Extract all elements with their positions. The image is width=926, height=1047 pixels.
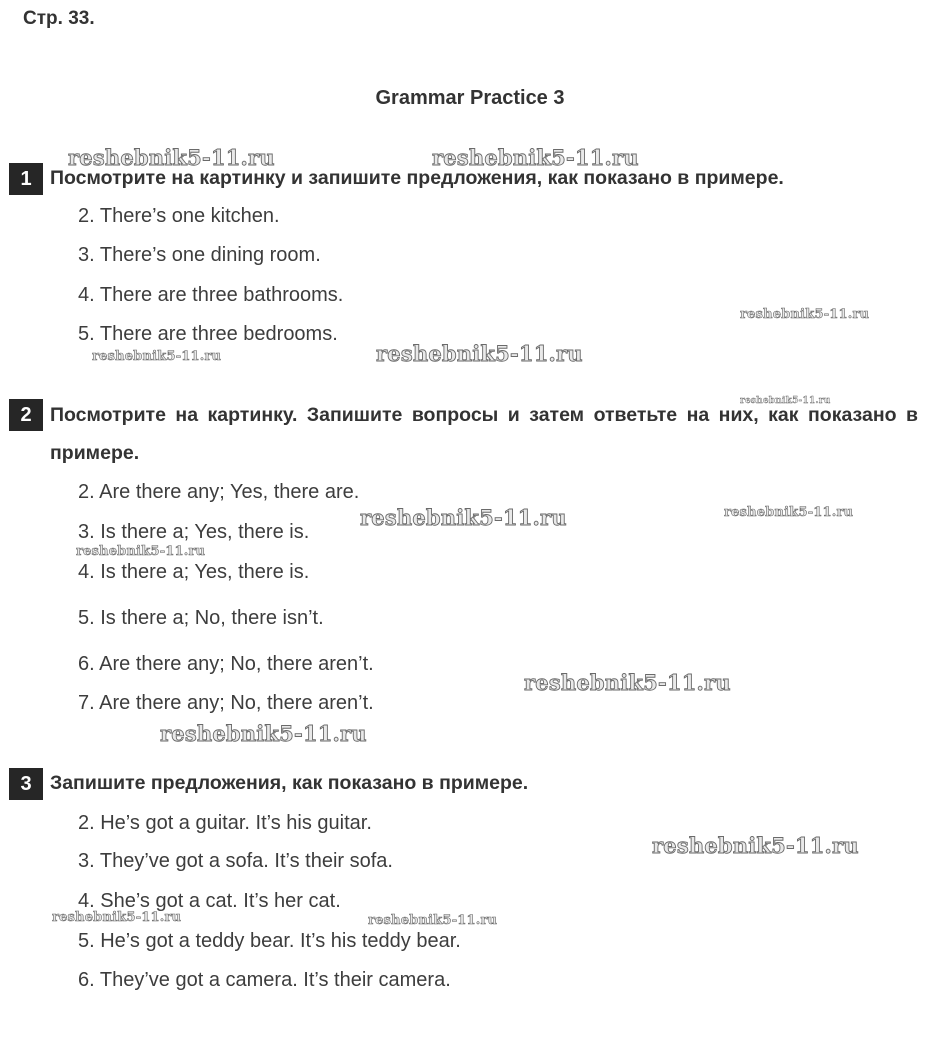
exercise-2-answer: 6. Are there any; No, there aren’t. (78, 653, 374, 675)
exercise-1-answer: 4. There are three bathrooms. (78, 284, 344, 306)
watermark: reshebnik5-11.ru (92, 349, 222, 364)
exercise-2-answer: 7. Are there any; No, there aren’t. (78, 692, 374, 714)
watermark: reshebnik5-11.ru (368, 913, 498, 928)
watermark: reshebnik5-11.ru (52, 910, 182, 925)
exercise-3-answer: 3. They’ve got a sofa. It’s their sofa. (78, 850, 393, 872)
exercise-3-answer: 6. They’ve got a camera. It’s their camera. (78, 969, 451, 991)
exercise-2-answer: 3. Is there a; Yes, there is. (78, 521, 310, 543)
exercise-3-answer: 2. He’s got a guitar. It’s his guitar. (78, 812, 372, 834)
exercise-1-number: 1 (9, 163, 43, 195)
watermark: reshebnik5-11.ru (740, 396, 831, 406)
exercise-2-answer: 2. Are there any; Yes, there are. (78, 481, 360, 503)
exercise-2-answer: 5. Is there a; No, there isn’t. (78, 607, 324, 629)
watermark: reshebnik5-11.ru (652, 833, 859, 858)
exercise-3-instruction: Запишите предложения, как показано в примере. (50, 772, 529, 794)
exercise-1-answer: 2. There’s one kitchen. (78, 205, 280, 227)
exercise-3-number: 3 (9, 768, 43, 800)
watermark: reshebnik5-11.ru (724, 505, 854, 520)
watermark: reshebnik5-11.ru (160, 721, 367, 746)
watermark: reshebnik5-11.ru (76, 544, 206, 559)
exercise-1-instruction: Посмотрите на картинку и запишите предложения, как показано в примере. (50, 167, 784, 189)
exercise-3-answer: 4. She’s got a cat. It’s her cat. (78, 890, 341, 912)
watermark: reshebnik5-11.ru (524, 670, 731, 695)
watermark: reshebnik5-11.ru (740, 307, 870, 322)
page-reference: Стр. 33. (23, 8, 95, 29)
watermark: reshebnik5-11.ru (360, 505, 567, 530)
exercise-2-answer: 4. Is there a; Yes, there is. (78, 561, 310, 583)
watermark: reshebnik5-11.ru (68, 145, 275, 170)
exercise-1-answer: 3. There’s one dining room. (78, 244, 321, 266)
exercise-2-instruction: Посмотрите на картинку. Запишите вопросы и затем ответьте на них, как показано в примере. (50, 404, 918, 464)
watermark: reshebnik5-11.ru (432, 145, 639, 170)
exercise-1-answer: 5. There are three bedrooms. (78, 323, 338, 345)
exercise-2-number: 2 (9, 399, 43, 431)
page-title: Grammar Practice 3 (375, 87, 565, 109)
watermark: reshebnik5-11.ru (376, 341, 583, 366)
exercise-3-answer: 5. He’s got a teddy bear. It’s his teddy bear. (78, 930, 461, 952)
